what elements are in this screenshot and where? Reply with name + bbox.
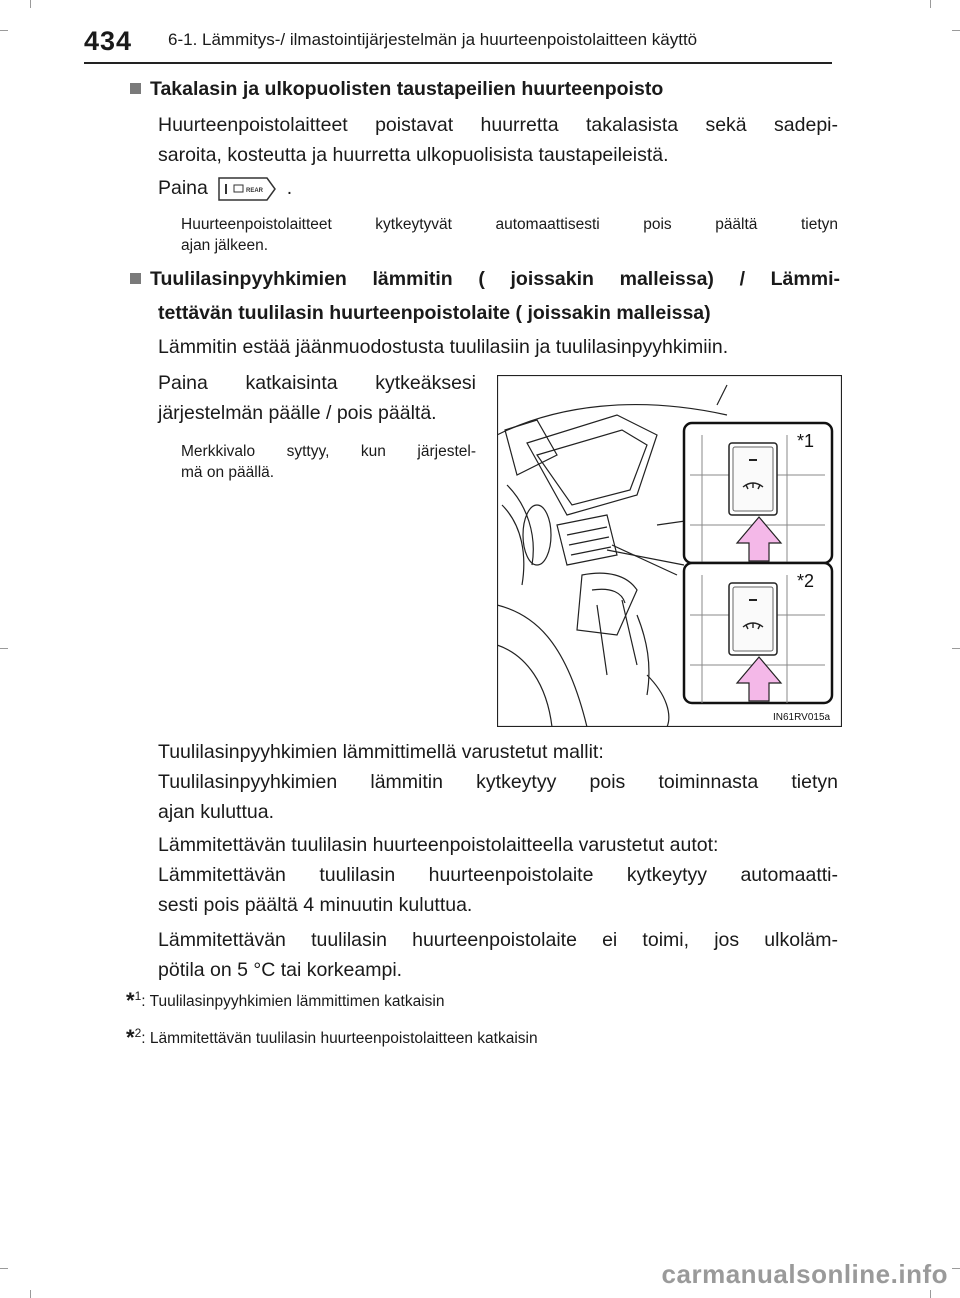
- note-line: mä on päällä.: [181, 464, 275, 481]
- footnote-number: 1: [134, 988, 142, 1003]
- text-line: Tuulilasinpyyhkimien lämmitin kytkeytyy pois toiminnasta tietyn: [158, 771, 838, 793]
- crop-mark: [930, 0, 931, 8]
- text-line: Lämmitettävän tuulilasin huurteenpoistolaite kytkeytyy automaatti-: [158, 864, 838, 886]
- crop-mark: [0, 1268, 8, 1269]
- note-line: ajan jälkeen.: [181, 237, 269, 254]
- dashboard-figure: [497, 375, 842, 727]
- text-line: järjestelmän päälle / pois päältä.: [158, 402, 437, 424]
- section1-press-line: [158, 173, 292, 203]
- section2-heading-line1: Tuulilasinpyyhkimien lämmitin ( joissakin malleissa) / Lämmi-: [150, 268, 840, 290]
- header-rule: [84, 62, 832, 64]
- figure-label-1: *1: [797, 431, 815, 451]
- footnote-star: *: [126, 988, 135, 1013]
- watermark: carmanualsonline.info: [661, 1259, 948, 1289]
- section2-press-text: [158, 368, 476, 428]
- text-line: sesti pois päältä 4 minuutin kuluttua.: [158, 894, 473, 916]
- section2-intro: Lämmitin estää jäänmuodostusta tuulilasiin ja tuulilasinpyyhkimiin.: [158, 336, 729, 358]
- crop-mark: [930, 1290, 931, 1298]
- text-line: Huurteenpoistolaitteet poistavat huurretta takalasista sekä sadepi-: [158, 114, 838, 136]
- figure-label-2: *2: [797, 571, 815, 591]
- text-line: ajan kuluttua.: [158, 801, 275, 823]
- crop-mark: [30, 0, 31, 8]
- crop-mark: [952, 1268, 960, 1269]
- footnote-1: [126, 988, 444, 1014]
- text-line: Lämmitettävän tuulilasin huurteenpoistolaitteella varustetut autot:: [158, 834, 719, 856]
- crop-mark: [30, 1290, 31, 1298]
- section1-body: [158, 110, 838, 170]
- footnote-2: [126, 1025, 538, 1051]
- figure-code: IN61RV015a: [773, 712, 831, 723]
- section2-para2: [158, 830, 838, 920]
- section1-heading-text: Takalasin ja ulkopuolisten taustapeilien huurteenpoisto: [150, 78, 664, 100]
- text-line: saroita, kosteutta ja huurretta ulkopuolisista taustapeileistä.: [158, 144, 669, 166]
- section2-para1: [158, 737, 838, 827]
- crop-mark: [0, 30, 8, 31]
- page-header-title: 6-1. Lämmitys-/ ilmastointijärjestelmän ja huurteenpoistolaitteen käyttö: [168, 30, 698, 49]
- text-line: pötila on 5 °C tai korkeampi.: [158, 959, 403, 981]
- button-text: REAR: [246, 187, 264, 194]
- text-line: Paina katkaisinta kytkeäksesi: [158, 372, 476, 394]
- section2-note: [181, 441, 476, 483]
- note-line: Merkkivalo syttyy, kun järjestel-: [181, 443, 476, 460]
- crop-mark: [0, 648, 8, 649]
- press-label: Paina: [158, 177, 208, 199]
- section1-heading: [130, 72, 840, 106]
- section1-note: [181, 214, 838, 256]
- square-bullet-icon: [130, 273, 141, 284]
- crop-mark: [952, 648, 960, 649]
- rear-defogger-button-icon: [217, 176, 277, 202]
- footnote-number: 2: [134, 1025, 142, 1040]
- square-bullet-icon: [130, 83, 141, 94]
- section2-heading: [130, 262, 840, 330]
- footnote-star: *: [126, 1025, 135, 1050]
- press-suffix: .: [286, 177, 293, 199]
- section2-heading-line2: tettävän tuulilasin huurteenpoistolaite ( joissakin malleissa): [158, 302, 711, 324]
- page-number: 434: [84, 26, 133, 56]
- note-line: Huurteenpoistolaitteet kytkeytyvät automaattisesti pois päältä tietyn: [181, 216, 838, 233]
- footnote-text: : Lämmitettävän tuulilasin huurteenpoistolaitteen katkaisin: [141, 1030, 538, 1047]
- section2-para3: [158, 925, 838, 985]
- text-line: Tuulilasinpyyhkimien lämmittimellä varustetut mallit:: [158, 741, 604, 763]
- text-line: Lämmitettävän tuulilasin huurteenpoistolaite ei toimi, jos ulkoläm-: [158, 929, 838, 951]
- footnote-text: : Tuulilasinpyyhkimien lämmittimen katkaisin: [141, 993, 445, 1010]
- crop-mark: [952, 30, 960, 31]
